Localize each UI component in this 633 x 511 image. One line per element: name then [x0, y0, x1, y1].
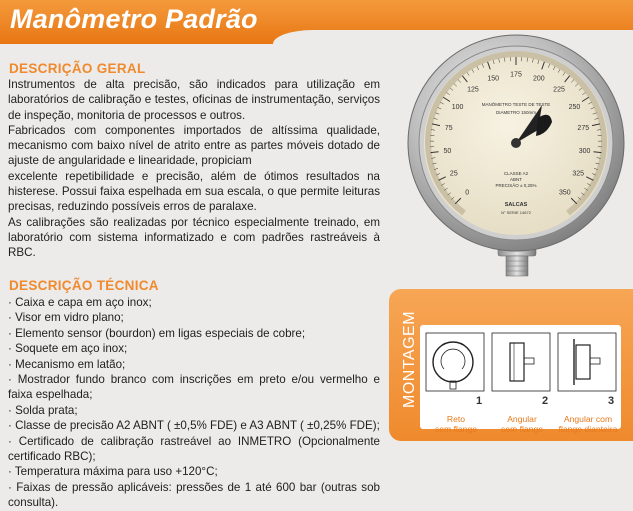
technical-item: · Mostrador fundo branco com inscrições em preto e/ou vermelho e faixa espelhada;: [8, 372, 380, 403]
mounting-label-3-line2: flange dianteira: [544, 424, 632, 434]
technical-item: · Faixas de pressão aplicáveis: pressões de 1 até 600 bar (outras sob consulta).: [8, 480, 380, 511]
gauge-scale-label: 225: [553, 87, 565, 94]
gauge-scale-label: 325: [572, 170, 584, 177]
technical-item: · Mecanismo em latão;: [8, 357, 380, 372]
mounting-number-1: 1: [476, 395, 482, 407]
front-flange-mount-icon: [556, 331, 618, 405]
mounting-option-3: [556, 331, 618, 405]
mounting-option-2: [490, 331, 552, 405]
general-paragraph-2: Fabricados com componentes importados de altíssima qualidade, mecanismo com baixo nível de atrito entre as partes móveis dotado de ajuste de angularidade e linearidade, propiciam: [8, 123, 380, 169]
gauge-scale-label: 300: [579, 148, 591, 155]
mounting-label-3: [544, 414, 632, 434]
general-heading: DESCRIÇÃO GERAL: [9, 61, 146, 76]
general-paragraph-1: Instrumentos de alta precisão, são indicados para utilização em laboratórios de calibração e testes, oficinas de instrumentação, serviços de inspeção, monitoria de processos e outros.: [8, 77, 380, 123]
mounting-number-2: 2: [542, 395, 548, 407]
mounting-title: MONTAGEM: [401, 312, 419, 408]
dial-brand: SALCAS: [505, 202, 528, 208]
gauge-scale-label: 350: [559, 189, 571, 196]
mounting-label-1-line1: Reto: [416, 414, 496, 424]
gauge-scale-label: 275: [577, 125, 589, 132]
gauge-scale-label: 125: [467, 87, 479, 94]
mounting-label-1-line2: sem flange: [416, 424, 496, 434]
straight-mount-icon: [424, 331, 486, 405]
angular-mount-icon: [490, 331, 552, 405]
dial-title: MANÔMETRO TESTE DE TESTE: [482, 101, 551, 107]
technical-item: · Temperatura máxima para uso +120°C;: [8, 464, 380, 479]
gauge-scale-label: 200: [533, 75, 545, 82]
mounting-label-2-line1: Angular: [482, 414, 562, 424]
technical-item: · Certificado de calibração rastreável ao INMETRO (Opcionalmente certificado RBC);: [8, 434, 380, 465]
general-paragraph-4: As calibrações são realizadas por técnico especialmente treinado, em laboratório com sistema informatizado e com padrões rastreáveis à RBC.: [8, 215, 380, 261]
gauge-scale-label: 0: [465, 189, 469, 196]
dial-norm: ABNT: [510, 177, 522, 182]
general-description: [8, 77, 380, 261]
technical-item: · Caixa e capa em aço inox;: [8, 295, 380, 310]
pressure-gauge-image: [392, 10, 633, 280]
mounting-option-1: [424, 331, 486, 405]
mounting-label-2-line2: sem flange: [482, 424, 562, 434]
gauge-scale-label: 25: [450, 170, 458, 177]
general-paragraph-3: excelente repetibilidade e precisão, além de ótimos resultados na histerese. Possui faixa espelhada em sua escala, o que permite leituras precisas, reduzindo possíveis erros de paralaxe.: [8, 169, 380, 215]
mounting-number-3: 3: [608, 395, 614, 407]
technical-item: · Solda prata;: [8, 403, 380, 418]
dial-precision: PRECISÃO ± 0,25%: [496, 182, 537, 188]
gauge-scale-label: 150: [487, 75, 499, 82]
gauge-scale-label: 50: [444, 148, 452, 155]
technical-list: [8, 295, 380, 511]
page-title: Manômetro Padrão: [10, 4, 258, 35]
technical-item: · Soquete em aço inox;: [8, 341, 380, 356]
mounting-options: [420, 325, 621, 429]
pressure-gauge-icon: [392, 10, 633, 280]
gauge-scale-label: 75: [445, 125, 453, 132]
mounting-label-3-line1: Angular com: [544, 414, 632, 424]
technical-heading: DESCRIÇÃO TÉCNICA: [9, 278, 159, 293]
gauge-scale-label: 175: [510, 72, 522, 79]
dial-serial: N° SERIE 14672: [501, 210, 532, 215]
gauge-scale-label: 250: [569, 104, 581, 111]
technical-item: · Classe de precisão A2 ABNT ( ±0,5% FDE) e A3 ABNT ( ±0,25% FDE);: [8, 418, 380, 433]
dial-subtitle: DIAMETRO 150mm: [496, 110, 536, 115]
mounting-panel: [389, 289, 633, 441]
gauge-scale-label: 100: [452, 104, 464, 111]
technical-item: · Elemento sensor (bourdon) em ligas especiais de cobre;: [8, 326, 380, 341]
dial-class: CLASSE A2: [504, 171, 529, 176]
technical-item: · Visor em vidro plano;: [8, 310, 380, 325]
